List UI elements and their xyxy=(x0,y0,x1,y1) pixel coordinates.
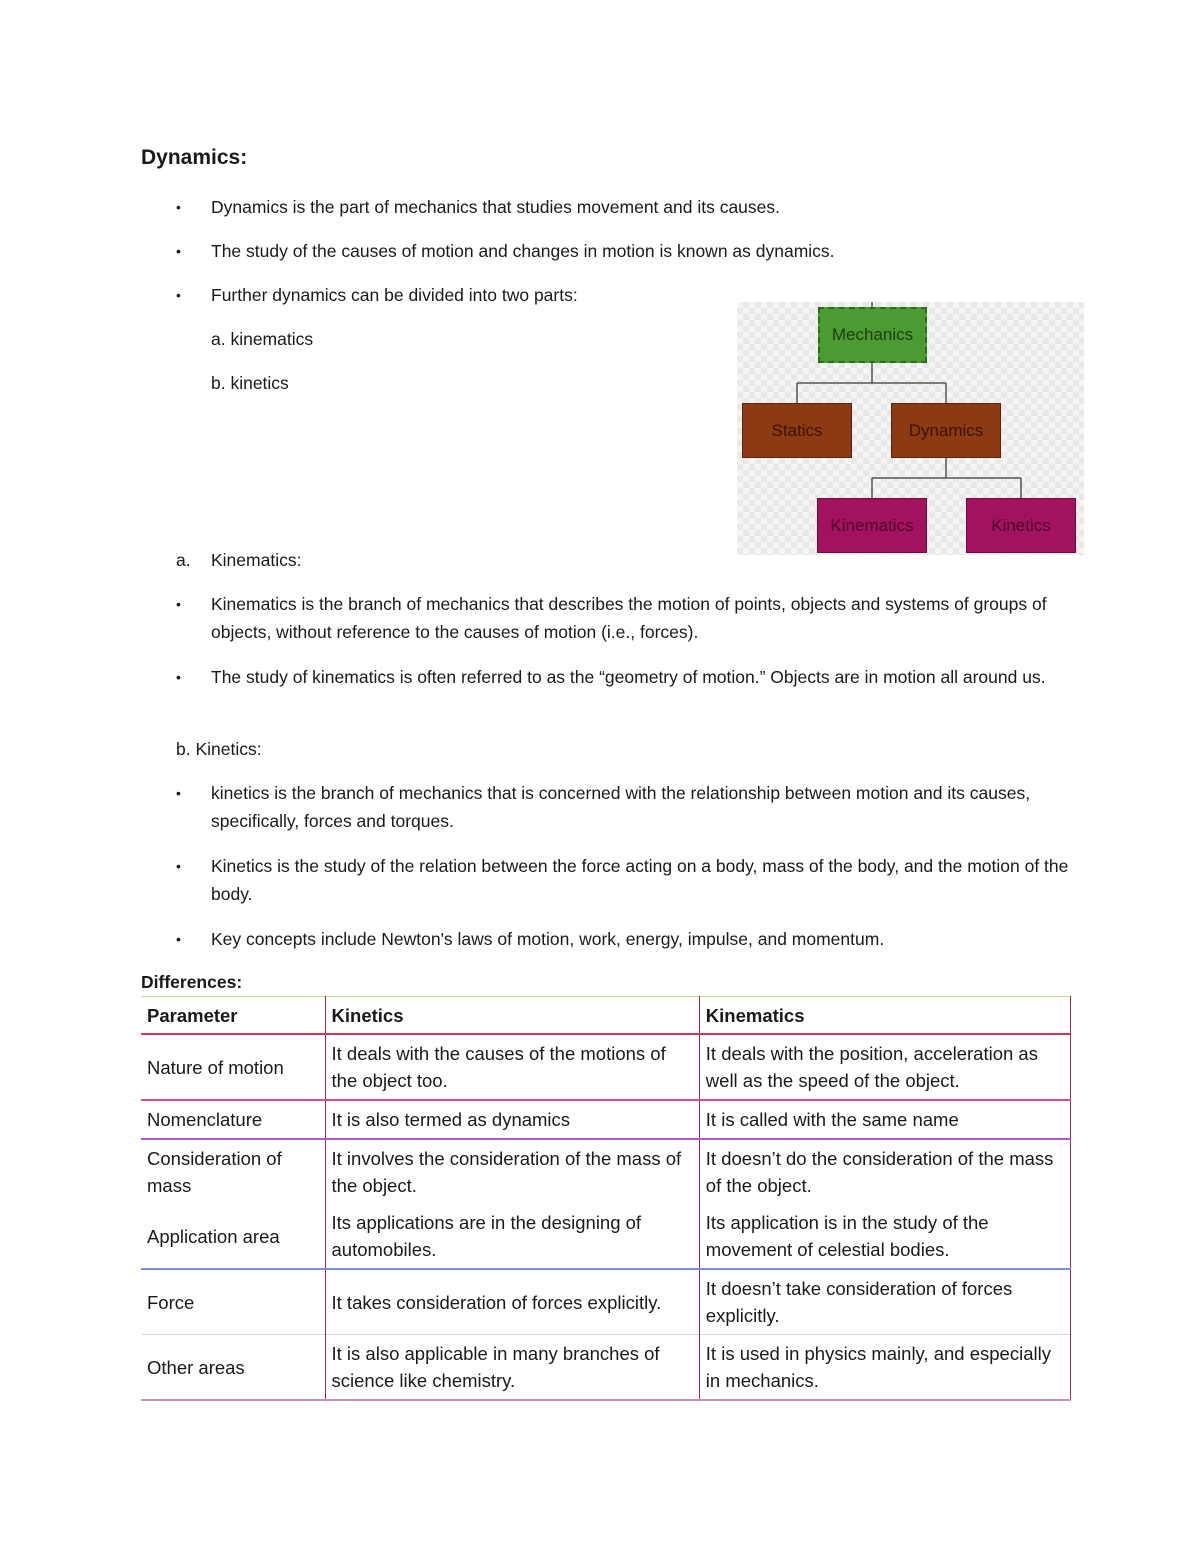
node-statics: Statics xyxy=(742,403,852,458)
bullet-marker: • xyxy=(176,596,181,612)
table-row xyxy=(141,1139,1071,1204)
list-item: Kinetics is the study of the relation between the force acting on a body, mass of the body, and the motion of the body. xyxy=(211,856,1069,904)
list-item: Kinematics is the branch of mechanics that describes the motion of points, objects and systems of groups of objects, without reference to the causes of motion (i.e., forces). xyxy=(211,594,1047,642)
bullet-marker: • xyxy=(176,931,181,947)
table-cell: Force xyxy=(141,1269,325,1335)
section-heading: b. Kinetics: xyxy=(176,739,262,759)
list-item: Dynamics is the part of mechanics that studies movement and its causes. xyxy=(211,197,781,217)
table-cell: Other areas xyxy=(141,1335,325,1401)
list-item: Further dynamics can be divided into two parts: xyxy=(211,285,578,305)
table-row xyxy=(141,1100,1071,1139)
table-row xyxy=(141,1335,1071,1401)
node-mechanics: Mechanics xyxy=(818,307,927,363)
bullet-marker: • xyxy=(176,669,181,685)
bullet-marker: • xyxy=(176,287,181,303)
table-cell: It doesn’t do the consideration of the mass of the object. xyxy=(699,1139,1070,1204)
table-cell: Nature of motion xyxy=(141,1034,325,1100)
table-cell: It deals with the position, acceleration as well as the speed of the object. xyxy=(699,1034,1070,1100)
list-item: Key concepts include Newton's laws of motion, work, energy, impulse, and momentum. xyxy=(211,929,885,949)
sub-item: a. kinematics xyxy=(211,329,314,349)
bullet-marker: • xyxy=(176,858,181,874)
list-item: The study of kinematics is often referred to as the “geometry of motion.” Objects are in motion all around us. xyxy=(211,667,1046,687)
table-cell: It involves the consideration of the mass of the object. xyxy=(325,1139,699,1204)
node-kinematics: Kinematics xyxy=(817,498,927,553)
bullet-marker: • xyxy=(176,785,181,801)
table-cell: Its application is in the study of the movement of celestial bodies. xyxy=(699,1204,1070,1269)
table-row xyxy=(141,1034,1071,1100)
table-cell: It is used in physics mainly, and especially in mechanics. xyxy=(699,1335,1070,1401)
sub-item: b. kinetics xyxy=(211,373,289,393)
differences-heading: Differences: xyxy=(141,972,243,992)
column-header: Kinetics xyxy=(325,997,699,1035)
column-header: Parameter xyxy=(141,997,325,1035)
table-cell: It is also applicable in many branches of science like chemistry. xyxy=(325,1335,699,1401)
bullet-marker: • xyxy=(176,199,181,215)
column-header: Kinematics xyxy=(699,997,1070,1035)
table-row xyxy=(141,1269,1071,1335)
node-dynamics: Dynamics xyxy=(891,403,1001,458)
table-cell: It is called with the same name xyxy=(699,1100,1070,1139)
table-cell: It doesn’t take consideration of forces explicitly. xyxy=(699,1269,1070,1335)
list-item: The study of the causes of motion and changes in motion is known as dynamics. xyxy=(211,241,835,261)
table-cell: Consideration of mass xyxy=(141,1139,325,1204)
section-marker: a. xyxy=(176,550,191,570)
table-header-row xyxy=(141,997,1071,1035)
table-row xyxy=(141,1204,1071,1269)
list-item: kinetics is the branch of mechanics that is concerned with the relationship between motion and its causes, specifically, forces and torques. xyxy=(211,783,1031,831)
bullet-marker: • xyxy=(176,243,181,259)
table-cell: Application area xyxy=(141,1204,325,1269)
table-cell: Its applications are in the designing of automobiles. xyxy=(325,1204,699,1269)
section-heading: Kinematics: xyxy=(211,550,302,570)
table-cell: It deals with the causes of the motions of the object too. xyxy=(325,1034,699,1100)
table-cell: It is also termed as dynamics xyxy=(325,1100,699,1139)
differences-table xyxy=(141,996,1071,1401)
mechanics-hierarchy-diagram xyxy=(737,302,1084,555)
table-cell: Nomenclature xyxy=(141,1100,325,1139)
page-title: Dynamics: xyxy=(141,146,248,169)
node-kinetics: Kinetics xyxy=(966,498,1076,553)
table-cell: It takes consideration of forces explicitly. xyxy=(325,1269,699,1335)
